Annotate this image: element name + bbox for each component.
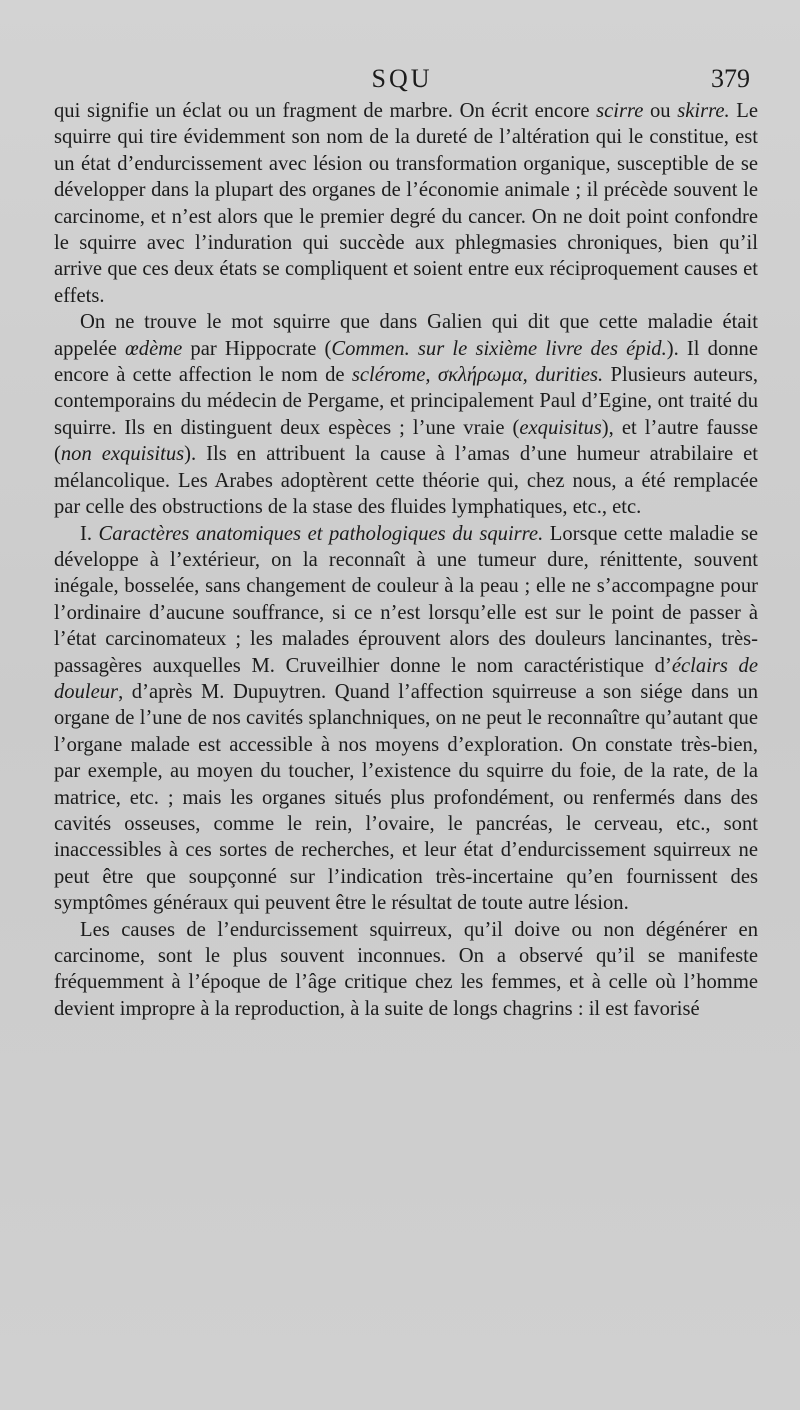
text-run: ou: [643, 100, 678, 122]
text-run: Les causes de l’endurcissement squirreux, qu’il doive ou non dégénérer en carcinome, sont le plus souvent inconnues. On a observé qu’il se manifeste fréquemment à l’époque de l’âge critique chez les femmes, et à celle où l’homme devient impropre à la reproduction, à la suite de longs chagrins : il est favorisé: [54, 918, 758, 1020]
text-run: ). Ils en attribuent la cause à l’amas d’une humeur atrabilaire et mélancolique. Les Arabes adoptèrent cette théorie qui, chez nous, a été remplacée par celle des obstructions de la stase des fluides lymphatiques, etc., etc.: [54, 443, 758, 519]
italic-run: skirre.: [677, 100, 730, 122]
text-run: On ne trouve le mot squirre que dans Galien qui dit que cette maladie était appelée: [54, 311, 758, 360]
running-head: SQU: [371, 64, 433, 93]
page-number: 379: [711, 64, 750, 93]
text-run: ). Il donne encore à cette affection le nom de: [54, 337, 758, 387]
paragraph: [54, 521, 758, 917]
text-run: ), et l’autre fausse (: [54, 416, 759, 466]
text-run: Plusieurs auteurs, contemporains du médecin de Pergame, et principalement Paul d’Egine, ont traité du squirre. Ils en distinguent deux espèces ; l’une vraie (: [54, 364, 758, 439]
paragraph: [54, 917, 758, 1023]
italic-run: Commen. sur le sixième livre des épid.: [331, 337, 667, 360]
text-run: Le squirre qui tire évidemment son nom de la dureté de l’altération qui le constitue, est un état d’endurcissement avec lésion ou transformation organique, susceptible de se développer dans la plupart des organes de l’économie animale ; il précède souvent le carcinome, et n’est alors que le premier degré du cancer. On ne doit point confondre le squirre avec l’induration qui succède aux phlegmasies chroniques, bien qu’il arrive que ces deux états se compliquent et soient entre eux réciproquement causes et effets.: [54, 100, 759, 307]
body-text: [54, 98, 758, 1022]
text-run: par Hippocrate (: [182, 337, 332, 360]
italic-run: œdème: [125, 337, 183, 360]
italic-run: non exquisitus: [60, 443, 185, 466]
paragraph: [54, 98, 758, 309]
italic-run: Caractères anatomiques et pathologiques du squirre.: [98, 522, 544, 545]
italic-run: sclérome, σκλήρωμα, durities.: [351, 364, 604, 387]
paragraph: [54, 309, 758, 520]
italic-run: exquisitus: [519, 416, 602, 439]
text-run: I.: [80, 522, 99, 545]
text-run: , d’après M. Dupuytren. Quand l’affection squirreuse a son siége dans un organe de l’une de nos cavités splanchniques, on ne peut le reconnaître qu’autant que l’organe malade est accessible à nos moyens d’exploration. On constate très-bien, par exemple, au moyen du toucher, l’existence du squirre du foie, de la rate, de la matrice, etc. ; mais les organes situés plus profondément, ou renfermés dans des cavités osseuses, comme le rein, l’ovaire, le pancréas, le cerveau, etc., sont inaccessibles à ces sortes de recherches, et leur état d’endurcissement squirreux ne peut être que soupçonné sur l’indication très-incertaine qu’en fournissent des symptômes généraux qui peuvent être le résultat de toute autre lésion.: [54, 680, 758, 915]
italic-run: éclairs de douleur: [54, 654, 758, 703]
text-run: Lorsque cette maladie se développe à l’extérieur, on la reconnaît à une tumeur dure, rénittente, souvent inégale, bosselée, sans changement de couleur à la peau ; elle ne s’accompagne pour l’ordinaire d’aucune souffrance, si ce n’est lorsqu’elle est sur le point de passer à l’état carcinomateux ; les malades éprouvent alors des douleurs lancinantes, très-passagères auxquelles M. Cruveilhier donne le nom caractéristique d’: [54, 522, 759, 677]
text-run: qui signifie un éclat ou un fragment de marbre. On écrit encore: [54, 100, 597, 122]
italic-run: scirre: [596, 100, 644, 122]
